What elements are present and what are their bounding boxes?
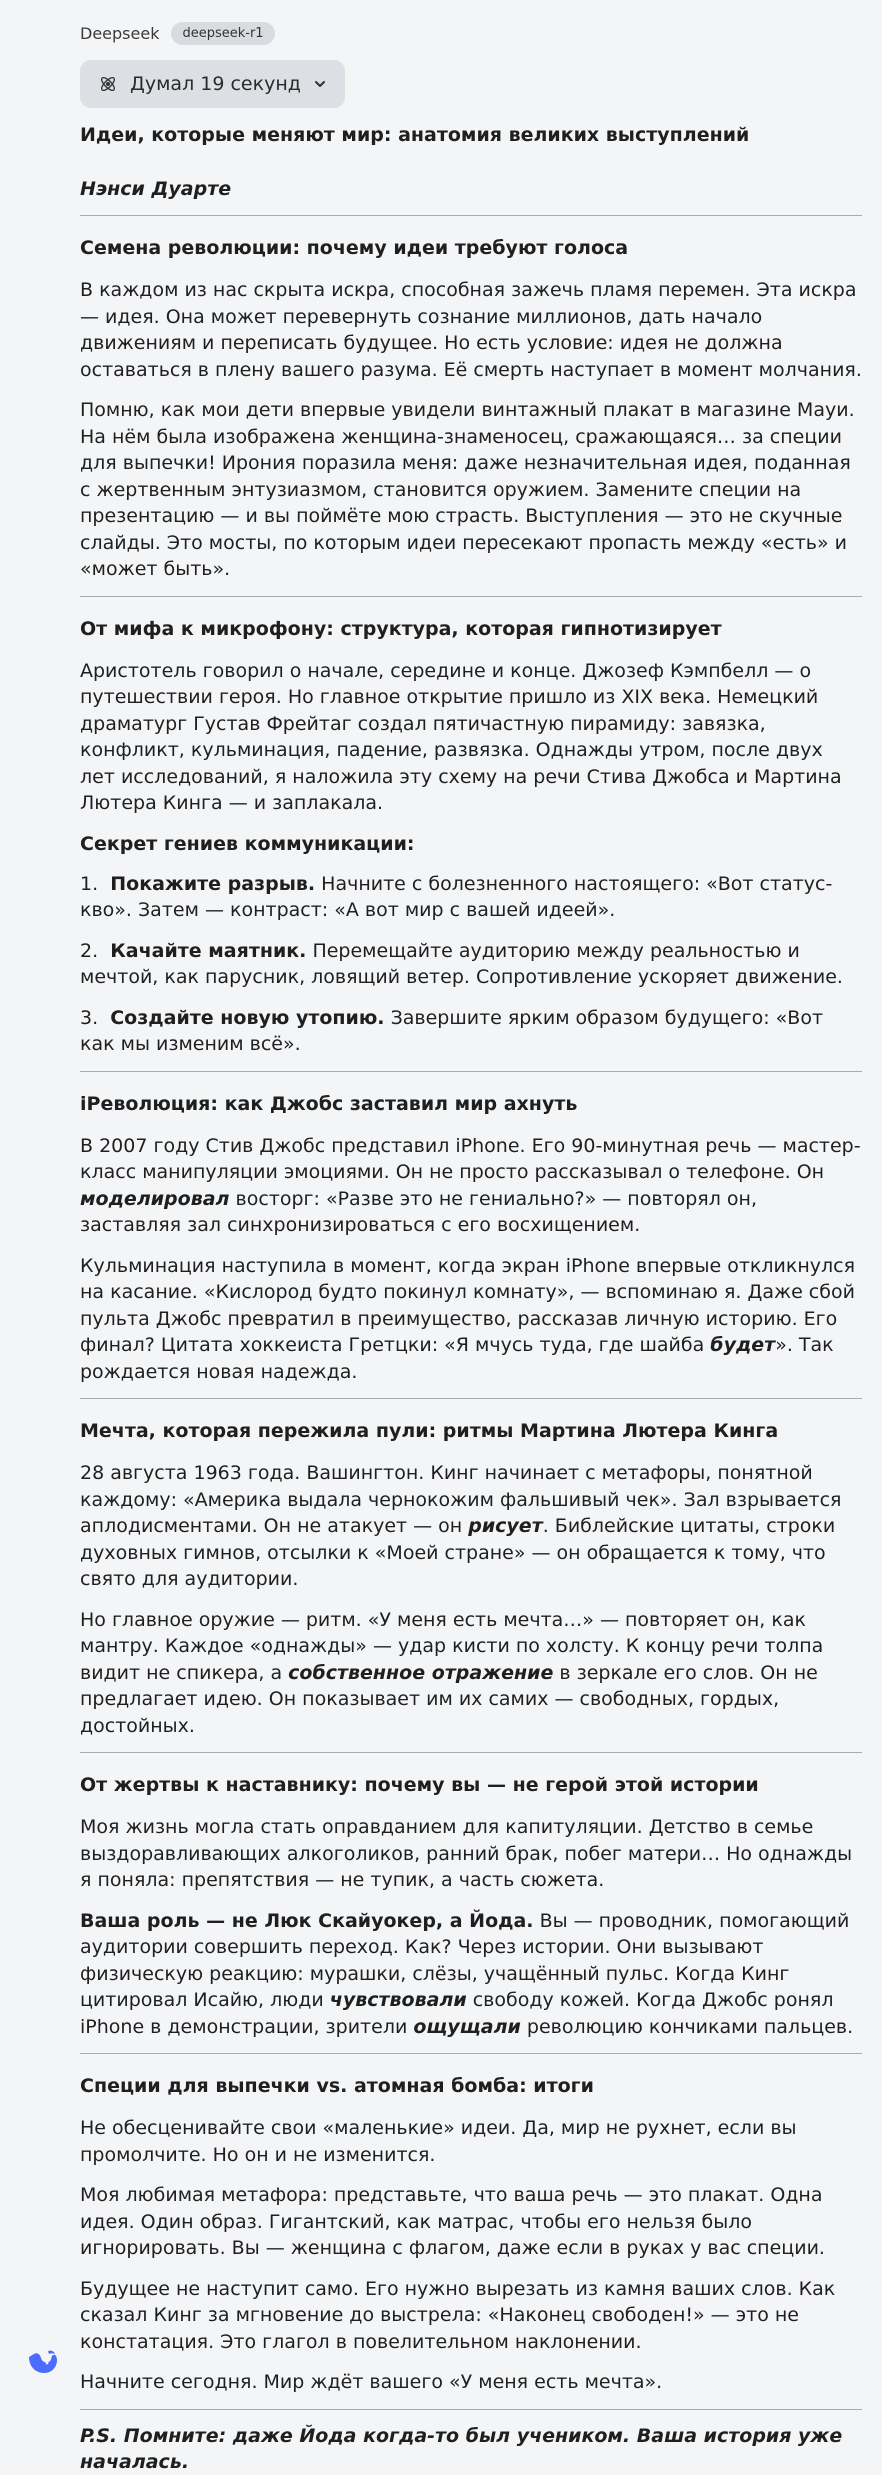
divider [80,2409,862,2410]
subheading: Секрет гениев коммуникации: [80,832,415,855]
paragraph: Начните сегодня. Мир ждёт вашего «У меня есть мечта». [80,2371,663,2393]
divider [80,1752,862,1753]
list-number: 2. [80,939,99,962]
section-heading: От жертвы к наставнику: почему вы — не герой этой истории [80,1774,759,1796]
section-heading: Семена революции: почему идеи требуют голоса [80,237,629,259]
paragraph: Моя жизнь могла стать оправданием для капитуляции. Детство в семье выздоравливающих алкоголиков, ранний брак, побег матери… Но однажды я поняла: препятствия — не тупик, а часть сюжета. [80,1816,853,1891]
paragraph: Кульминация наступила в момент, когда экран iPhone впервые откликнулся на касание. «Кислород будто покинул комнату», — вспоминаю я. Даже сбой пульта Джобс превратил в преимущество, рассказав личную историю. Его финал? Цитата хоккеиста Гретцки: «Я мчусь туда, где шайба будет». Так рождается новая надежда. [80,1254,856,1383]
divider [80,215,862,216]
list-item [80,871,862,924]
section-heading: Мечта, которая пережила пули: ритмы Мартина Лютера Кинга [80,1420,779,1442]
section-heading: От мифа к микрофону: структура, которая гипнотизирует [80,617,722,640]
response-header [80,20,862,46]
divider [80,1398,862,1399]
chat-response [80,20,862,2475]
paragraph: 28 августа 1963 года. Вашингтон. Кинг начинает с метафоры, понятной каждому: «Америка выдала чернокожим фальшивый чек». Зал взрывается аплодисментами. Он не атакует — он рисует. Библейские цитаты, строки духовных гимнов, отсылки к «Моей стране» — он обращается к тому, что свято для аудитории. [80,1462,842,1590]
thinking-label: Думал 19 секунд [130,73,301,95]
thinking-toggle-button[interactable] [80,60,345,108]
list-number: 3. [80,1006,99,1029]
postscript: P.S. Помните: даже Йода когда-то был учеником. Ваша история уже началась. [80,2424,843,2473]
paragraph: В каждом из нас скрыта искра, способная зажечь пламя перемен. Эта искра — идея. Она может перевернуть сознание миллионов, дать начало движениям и переписать будущее. Но есть условие: идея не должна оставаться в плену вашего разума. Её смерть наступает в момент молчания. [80,279,862,381]
divider [80,1071,862,1072]
paragraph: Моя любимая метафора: представьте, что ваша речь — это плакат. Одна идея. Один образ. Гигантский, как матрас, чтобы его нельзя было игнорировать. Вы — женщина с флагом, даже если в руках у вас специи. [80,2184,825,2259]
list-number: 1. [80,872,99,895]
paragraph: В 2007 году Стив Джобс представил iPhone. Его 90-минутная речь — мастер-класс манипуляции эмоциями. Он не просто рассказывал о телефоне. Он моделировал восторг: «Разве это не гениально?» — повторял он, заставляя зал синхронизироваться с его восхищением. [80,1134,861,1236]
chevron-down-icon [313,77,327,91]
list-item-text: Перемещайте аудиторию между реальностью и мечтой, как парусник, ловящий ветер. Сопротивление ускоряет движение. [80,939,843,988]
divider [80,596,862,597]
list-item-title: Покажите разрыв. [110,872,316,895]
atom-icon [98,74,118,94]
section-heading: iРеволюция: как Джобс заставил мир ахнуть [80,1092,578,1115]
section-heading: Специи для выпечки vs. атомная бомба: итоги [80,2075,594,2097]
list-item-text: Начните с болезненного настоящего: «Вот статус-кво». Затем — контраст: «А вот мир с вашей идеей». [80,872,833,921]
tips-list [80,871,862,1058]
list-item-title: Качайте маятник. [110,939,307,962]
paragraph: Но главное оружие — ритм. «У меня есть мечта…» — повторяет он, как мантру. Каждое «однажды» — удар кисти по холсту. К концу речи толпа видит не спикера, а собственное отражение в зеркале его слов. Он не предлагает идею. Он показывает им их самих — свободных, гордых, достойных. [80,1608,824,1737]
paragraph: Аристотель говорил о начале, середине и конце. Джозеф Кэмпбелл — о путешествии героя. Но главное открытие пришло из XIX века. Немецкий драматург Густав Фрейтаг создал пятичастную пирамиду: завязка, конфликт, кульминация, падение, развязка. Однажды утром, после двух лет исследований, я наложила эту схему на речи Стива Джобса и Мартина Лютера Кинга — и заплакала. [80,659,842,814]
article-author: Нэнси Дуарте [80,178,232,200]
paragraph: Помню, как мои дети впервые увидели винтажный плакат в магазине Мауи. На нём была изображена женщина-знаменосец, сражающаяся… за специи для выпечки! Ирония поразила меня: даже незначительная идея, поданная с жертвенным энтузиазмом, становится оружием. Замените специи на презентацию — и вы поймёте мою страсть. Выступления — это не скучные слайды. Это мосты, по которым идеи пересекают пропасть между «есть» и «может быть». [80,399,855,580]
paragraph: Не обесценивайте свои «маленькие» идеи. Да, мир не рухнет, если вы промолчите. Но он и не изменится. [80,2117,797,2166]
paragraph: Ваша роль — не Люк Скайуокер, а Йода. Вы — проводник, помогающий аудитории совершить переход. Как? Через истории. Они вызывают физическую реакцию: мурашки, слёзы, учащённый пульс. Когда Кинг цитировал Исайю, люди чувствовали свободу кожей. Когда Джобс ронял iPhone в демонстрации, зрители ощущали революцию кончиками пальцев. [80,1909,854,2038]
model-name: Deepseek [80,23,160,43]
divider [80,2053,862,2054]
list-item-text: Завершите ярким образом будущего: «Вот как мы изменим всё». [80,1006,824,1055]
list-item-title: Создайте новую утопию. [110,1006,385,1029]
article-title: Идеи, которые меняют мир: анатомия великих выступлений [80,124,750,146]
model-tag: deepseek-r1 [171,22,274,45]
article [80,122,862,2475]
deepseek-whale-icon [26,2343,60,2377]
list-item [80,1005,862,1058]
paragraph: Будущее не наступит само. Его нужно вырезать из камня ваших слов. Как сказал Кинг за мгновение до выстрела: «Наконец свободен!» — это не констатация. Это глагол в повелительном наклонении. [80,2277,836,2353]
list-item [80,938,862,991]
